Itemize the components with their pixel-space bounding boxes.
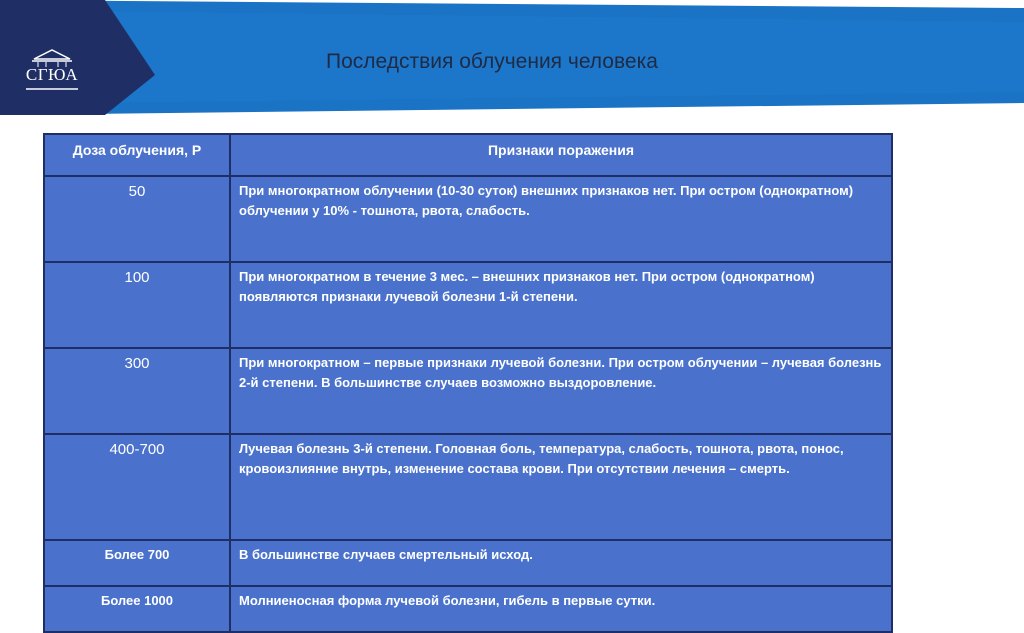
page-title: Последствия облучения человека: [326, 50, 658, 73]
table-row: [44, 348, 892, 434]
dose-cell: Более 1000: [44, 586, 230, 632]
sign-cell: Молниеносная форма лучевой болезни, гибель в первые сутки.: [230, 586, 892, 632]
table-row: [44, 176, 892, 262]
dose-cell: 400-700: [44, 434, 230, 540]
logo-underline-icon: [20, 87, 84, 93]
sign-cell: В большинстве случаев смертельный исход.: [230, 540, 892, 586]
sign-cell: При многократном облучении (10-30 суток) внешних признаков нет. При остром (однократном) облучении у 10% - тошнота, рвота, слабость.: [230, 176, 892, 262]
sign-cell: При многократном в течение 3 мес. – внешних признаков нет. При остром (однократном) появляются признаки лучевой болезни 1-й степени.: [230, 262, 892, 348]
dose-cell: 100: [44, 262, 230, 348]
logo: [20, 47, 84, 93]
table-header-row: [44, 134, 892, 176]
column-header-dose: Доза облучения, Р: [44, 134, 230, 176]
dose-cell: Более 700: [44, 540, 230, 586]
radiation-table: [43, 133, 893, 633]
table-row: [44, 434, 892, 540]
sign-cell: При многократном – первые признаки лучевой болезни. При остром облучении – лучевая болезнь 2-й степени. В большинстве случаев возможно выздоровление.: [230, 348, 892, 434]
table-row: [44, 262, 892, 348]
table-row: [44, 540, 892, 586]
building-icon: [20, 47, 84, 67]
dose-cell: 300: [44, 348, 230, 434]
logo-text: СГЮА: [25, 65, 79, 84]
sign-cell: Лучевая болезнь 3-й степени. Головная боль, температура, слабость, тошнота, рвота, понос, кровоизлияние внутрь, изменение состава крови. При отсутствии лечения – смерть.: [230, 434, 892, 540]
column-header-signs: Признаки поражения: [230, 134, 892, 176]
dose-cell: 50: [44, 176, 230, 262]
table-row: [44, 586, 892, 632]
